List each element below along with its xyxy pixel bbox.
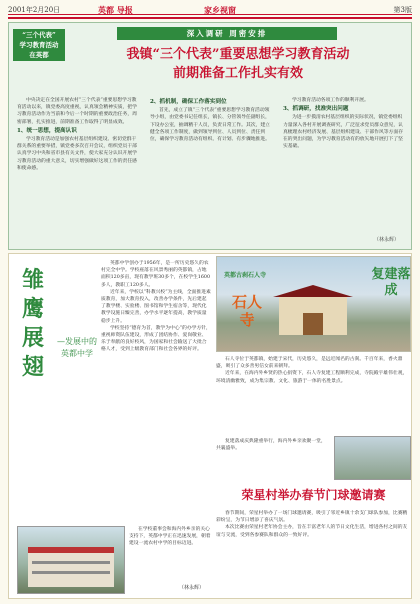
paragraph: 复建落成庆典隆重举行，海内外乡亲欢聚一堂，共襄盛举。: [216, 439, 326, 452]
gateball-article: [216, 486, 411, 596]
paragraph: 学习教育活动各项工作的顺利开展。: [292, 98, 369, 103]
temple-caption: [216, 438, 330, 482]
school-feature-subtitle: —发展中的英都中学: [57, 337, 97, 358]
paragraph: 近年来，学校以“科教兴校”为主线，全面推进素质教育，加大教育投入，改善办学条件，先后建起了教学楼、实验楼、图书馆和学生宿舍等，现代化教学设施日臻完善，办学水平逐年提高，教学质量稳步上升。: [101, 289, 211, 324]
paragraph: 在学校董事会和海内外乡亲的关心支持下，英都中学正在迅速发展，朝着建设一流农村中学的目标迈进。: [129, 527, 211, 547]
top-col-3: [283, 97, 405, 247]
badge-line: 学习教育活动: [19, 41, 59, 49]
page-header: [8, 3, 412, 15]
section-heading: 2、抓机制，确保工作落实到位: [150, 99, 227, 105]
temple-roof-illustration: [273, 285, 353, 297]
top-article: [8, 22, 412, 250]
gateball-title: 荣星村举办春节门球邀请赛: [241, 488, 386, 502]
campaign-badge: [13, 29, 65, 61]
temple-feature: [216, 256, 411, 482]
gateball-body: [216, 510, 411, 594]
title-char: 翅: [21, 354, 44, 380]
lower-section: [8, 253, 412, 599]
paragraph: 英都中学创办于1956年，是一所历史悠久的农村完全中学。学校座落在风景秀丽的英都镇，占地面积120多亩，现有教学班30多个，在校学生1600多人，教职工120多人。: [101, 261, 211, 288]
paragraph: 首先，成立了镇“三个代表”重要思想学习教育活动领导小组，由党委书记任组长，镇长、分管领导任副组长，下设办公室，抽调精干人员，负责日常工作。其次，建立健全各项工作制度，做到领导到位、人员到位、责任到位，确保学习教育活动有组织、有计划、有步骤地推进。: [150, 108, 270, 143]
paragraph: 学习教育活动是加强农村基层组织建设、密切党群干群关系的重要举措，镇党委多次召开会议，组织党员干部认真学习中央和省市县有关文件，使大家充分认识开展学习教育活动的重大意义，切实增强做好这项工作的责任感和使命感。: [17, 137, 137, 171]
paragraph: 本次比赛由荣星村老年协会主办，旨在丰富老年人的节日文化生活，增进各村之间的友谊与交流，受到各参赛队和群众的一致好评。: [216, 525, 408, 538]
header-masthead: 英都 导报: [98, 5, 133, 15]
temple-body: [216, 356, 411, 436]
paragraph: 近年来，在海内外乡贤的热心捐资下，石人寺复建工程顺利完成，寺院殿宇雄伟壮观，环境清幽雅致，成为集宗教、文化、旅游于一体的名胜景点。: [216, 371, 408, 384]
paragraph: 中央决定在全国开展农村“三个代表”重要思想学习教育活动以来，镇党委高度重视，认真领会精神实质，把学习教育活动作为当前和今后一个时期的重要政治任务，周密部署，扎实推进，前期准备工作取得了明显成效。: [17, 98, 137, 125]
title-char: 雏: [21, 267, 44, 293]
paragraph: 学校坚持“德育为首，教学为中心”的办学方针，重视师资队伍建设，形成了团结协作、爱岗敬业、乐于奉献的良好校风，为国家和社会输送了大批合格人才，受到上级教育部门和社会各界的好评。: [101, 325, 211, 353]
title-char: 展: [21, 325, 44, 351]
school-feature-title: [15, 266, 51, 456]
school-byline: （林永辉）: [179, 585, 205, 591]
school-photo: [17, 526, 125, 594]
top-byline: （林永辉）: [373, 237, 399, 243]
section-heading: 3、抓调研，找准突出问题: [283, 106, 349, 113]
paragraph: 春节期间，荣星村举办了一场门球邀请赛，吸引了邻近乡镇十余支门球队参加，比赛精彩纷呈，为节日增添了喜庆气氛。: [216, 511, 408, 524]
header-date: 2001年2月20日: [8, 6, 61, 14]
top-kicker: 深入调研 周密安排: [117, 27, 337, 40]
paragraph: 石人寺位于英都镇，始建于宋代，历史悠久，是远近闻名的古刹。千百年来，香火鼎盛，吸引了众多善男信女前来朝拜。: [216, 357, 403, 370]
top-col-2: [150, 97, 272, 247]
header-rule: [8, 17, 412, 19]
top-title-line1: 我镇“三个代表”重要思想学习教育活动: [126, 47, 350, 62]
top-col-1: [17, 97, 139, 247]
temple-small-photo: [334, 436, 411, 480]
temple-door-illustration: [303, 313, 323, 335]
temple-photo: [216, 256, 411, 352]
temple-kicker: 英都古刹石人寺: [223, 272, 266, 279]
window-row: [32, 571, 110, 574]
school-building-illustration: [28, 547, 114, 587]
school-feature-body: [101, 260, 211, 520]
top-title-line2: 前期准备工作扎实有效: [172, 66, 303, 81]
temple-headline: 复建落成: [371, 267, 411, 298]
temple-name: 石人寺: [231, 293, 262, 329]
window-row: [32, 561, 110, 564]
header-page-number: 第3版: [393, 6, 412, 14]
badge-line: “三个代表”: [22, 31, 56, 39]
header-section: 家乡视窗: [204, 5, 236, 15]
badge-line: 在英都: [29, 51, 49, 59]
school-photo-caption: [129, 526, 211, 592]
section-heading: 1、统一思想，提高认识: [17, 127, 77, 134]
paragraph: 为进一步摸清农村基层组织的实际状况，镇党委组织力量深入各村开展调查研究，广泛征求党员群众意见，认真梳理农村经济发展、基层组织建设、干部作风等方面存在的突出问题，为学习教育活动有的放矢地开展打下了坚实基础。: [283, 115, 403, 150]
top-article-columns: [17, 97, 405, 247]
title-char: 鹰: [21, 296, 44, 322]
